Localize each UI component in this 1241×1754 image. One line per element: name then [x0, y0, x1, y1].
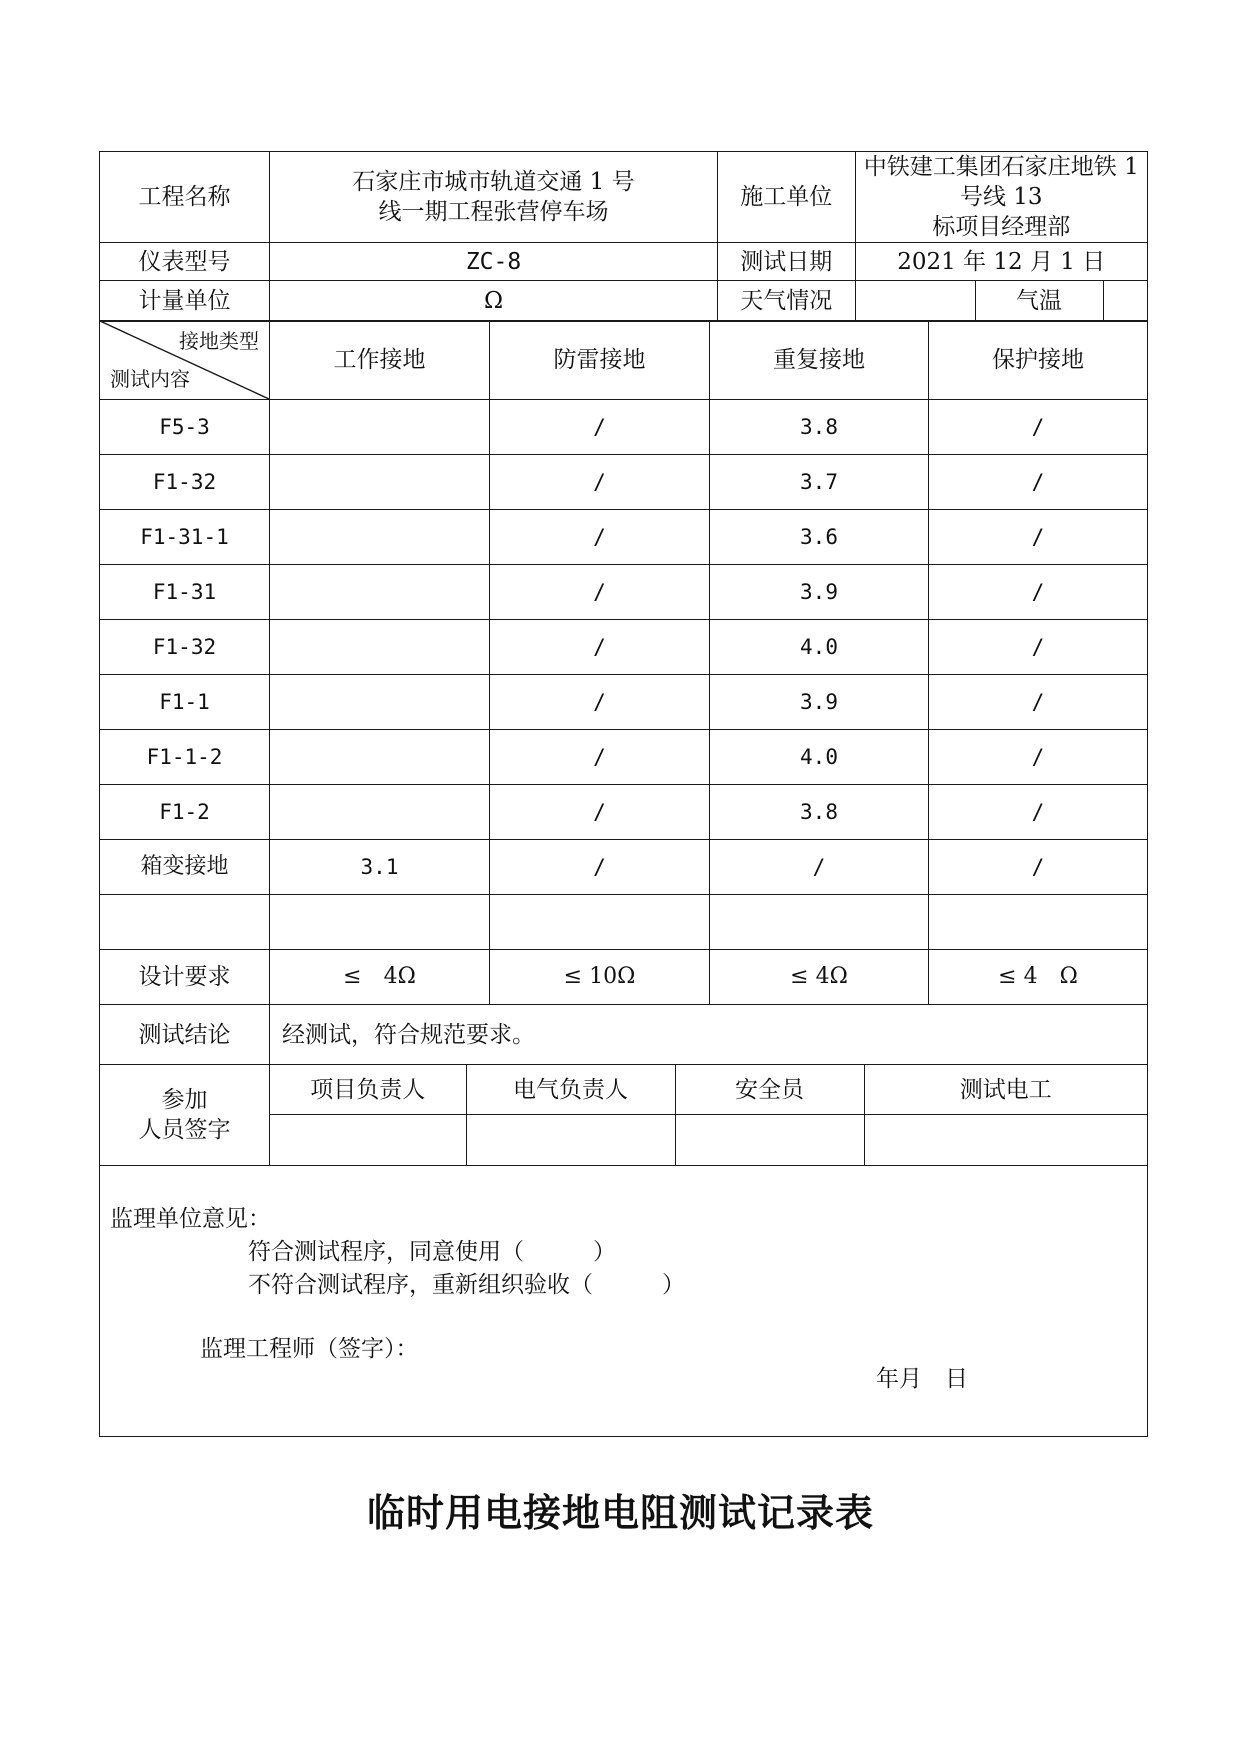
contractor-line2: 标项目经理部 [932, 214, 1071, 240]
signature-block [270, 1065, 1148, 1166]
supervision-section [100, 1166, 1148, 1437]
cell-repeat: 4.0 [710, 620, 929, 675]
grounding-grid [99, 320, 1148, 1437]
cell-working [270, 620, 490, 675]
corner-top-label: 接地类型 [179, 329, 259, 354]
col-header-repeat: 重复接地 [710, 321, 929, 400]
instrument-label: 仪表型号 [100, 243, 270, 281]
signature-field[interactable] [270, 1114, 466, 1165]
contractor-line1: 中铁建工集团石家庄地铁 1 号线 13 [863, 154, 1139, 210]
cell-lightning: / [490, 400, 710, 455]
cell-protective: / [929, 565, 1148, 620]
row-name: F1-1-2 [100, 730, 270, 785]
cell-protective: / [929, 730, 1148, 785]
cell-protective: / [929, 785, 1148, 840]
cell-protective: / [929, 675, 1148, 730]
cell-repeat: 4.0 [710, 730, 929, 785]
test-date-block [718, 243, 1148, 281]
cell-working [270, 510, 490, 565]
project-name-label: 工程名称 [100, 152, 270, 243]
cell-lightning: / [490, 675, 710, 730]
supervision-engineer: 监理工程师（签字）： [200, 1336, 419, 1363]
page-title: 临时用电接地电阻测试记录表 [366, 1491, 874, 1535]
signature-label-line2: 人员签字 [138, 1117, 231, 1144]
corner-bottom-label: 测试内容 [110, 367, 190, 392]
cell-working [270, 565, 490, 620]
cell-protective [929, 895, 1148, 950]
cell-repeat: 3.9 [710, 565, 929, 620]
temperature-value [1103, 281, 1147, 321]
cell-lightning: / [490, 730, 710, 785]
project-name-line2: 线一期工程张营停车场 [378, 199, 609, 225]
unit-label: 计量单位 [100, 281, 270, 322]
cell-working [270, 730, 490, 785]
cell-repeat: / [710, 840, 929, 895]
cell-protective: / [929, 455, 1148, 510]
cell-working [270, 675, 490, 730]
contractor-label: 施工单位 [718, 152, 855, 242]
weather-block [718, 281, 1148, 322]
signature-field[interactable] [864, 1114, 1147, 1165]
cell-lightning: / [490, 785, 710, 840]
test-date-label: 测试日期 [718, 243, 855, 280]
conclusion-value: 经测试，符合规范要求。 [270, 1005, 1148, 1065]
signature-label-line1: 参加 [161, 1087, 208, 1114]
role-project-lead: 项目负责人 [270, 1065, 466, 1114]
row-name: F1-32 [100, 455, 270, 510]
cell-lightning: / [490, 620, 710, 675]
project-name-line1: 石家庄市城市轨道交通 1 号 [352, 169, 635, 195]
cell-lightning: / [490, 565, 710, 620]
col-header-lightning: 防雷接地 [490, 321, 710, 400]
row-name: F1-31 [100, 565, 270, 620]
cell-repeat: 3.7 [710, 455, 929, 510]
design-protective: ≤ 4 Ω [929, 950, 1148, 1005]
row-name: F1-2 [100, 785, 270, 840]
row-name [100, 895, 270, 950]
col-header-protective: 保护接地 [929, 321, 1148, 400]
cell-protective: / [929, 400, 1148, 455]
design-lightning: ≤ 10Ω [490, 950, 710, 1005]
supervision-option-ok: 符合测试程序，同意使用（ ） [248, 1239, 616, 1266]
supervision-date: 年月 日 [876, 1366, 968, 1393]
cell-working [270, 895, 490, 950]
row-name: 箱变接地 [100, 840, 270, 895]
cell-repeat: 3.6 [710, 510, 929, 565]
cell-lightning: / [490, 840, 710, 895]
row-name: F1-32 [100, 620, 270, 675]
weather-value [855, 281, 975, 321]
role-electrician: 测试电工 [864, 1065, 1147, 1114]
cell-repeat [710, 895, 929, 950]
project-name-value [270, 152, 718, 243]
cell-repeat: 3.8 [710, 400, 929, 455]
cell-repeat: 3.9 [710, 675, 929, 730]
cell-working [270, 785, 490, 840]
cell-protective: / [929, 840, 1148, 895]
cell-working: 3.1 [270, 840, 490, 895]
form-table [99, 151, 1148, 322]
cell-lightning [490, 895, 710, 950]
supervision-heading: 监理单位意见： [110, 1206, 271, 1233]
design-repeat: ≤ 4Ω [710, 950, 929, 1005]
row-name: F1-1 [100, 675, 270, 730]
supervision-option-fail: 不符合测试程序，重新组织验收（ ） [248, 1272, 685, 1299]
cell-protective: / [929, 620, 1148, 675]
cell-lightning: / [490, 455, 710, 510]
signature-field[interactable] [466, 1114, 675, 1165]
contractor-value [855, 152, 1147, 242]
signature-field[interactable] [675, 1114, 864, 1165]
temperature-label: 气温 [975, 281, 1103, 321]
conclusion-label: 测试结论 [100, 1005, 270, 1065]
role-safety-officer: 安全员 [675, 1065, 864, 1114]
weather-label: 天气情况 [718, 281, 855, 321]
col-header-working: 工作接地 [270, 321, 490, 400]
design-label: 设计要求 [100, 950, 270, 1005]
corner-header [100, 321, 270, 400]
cell-lightning: / [490, 510, 710, 565]
test-date-value: 2021 年 12 月 1 日 [897, 248, 1106, 275]
cell-working [270, 455, 490, 510]
design-working: ≤ 4Ω [270, 950, 490, 1005]
cell-protective: / [929, 510, 1148, 565]
cell-repeat: 3.8 [710, 785, 929, 840]
record-form [99, 151, 1147, 1437]
row-name: F5-3 [100, 400, 270, 455]
row-name: F1-31-1 [100, 510, 270, 565]
signature-label [100, 1065, 270, 1166]
contractor-block [718, 152, 1148, 243]
cell-working [270, 400, 490, 455]
role-electrical-lead: 电气负责人 [466, 1065, 675, 1114]
unit-value: Ω [270, 281, 718, 322]
instrument-value: ZC-8 [270, 243, 718, 281]
